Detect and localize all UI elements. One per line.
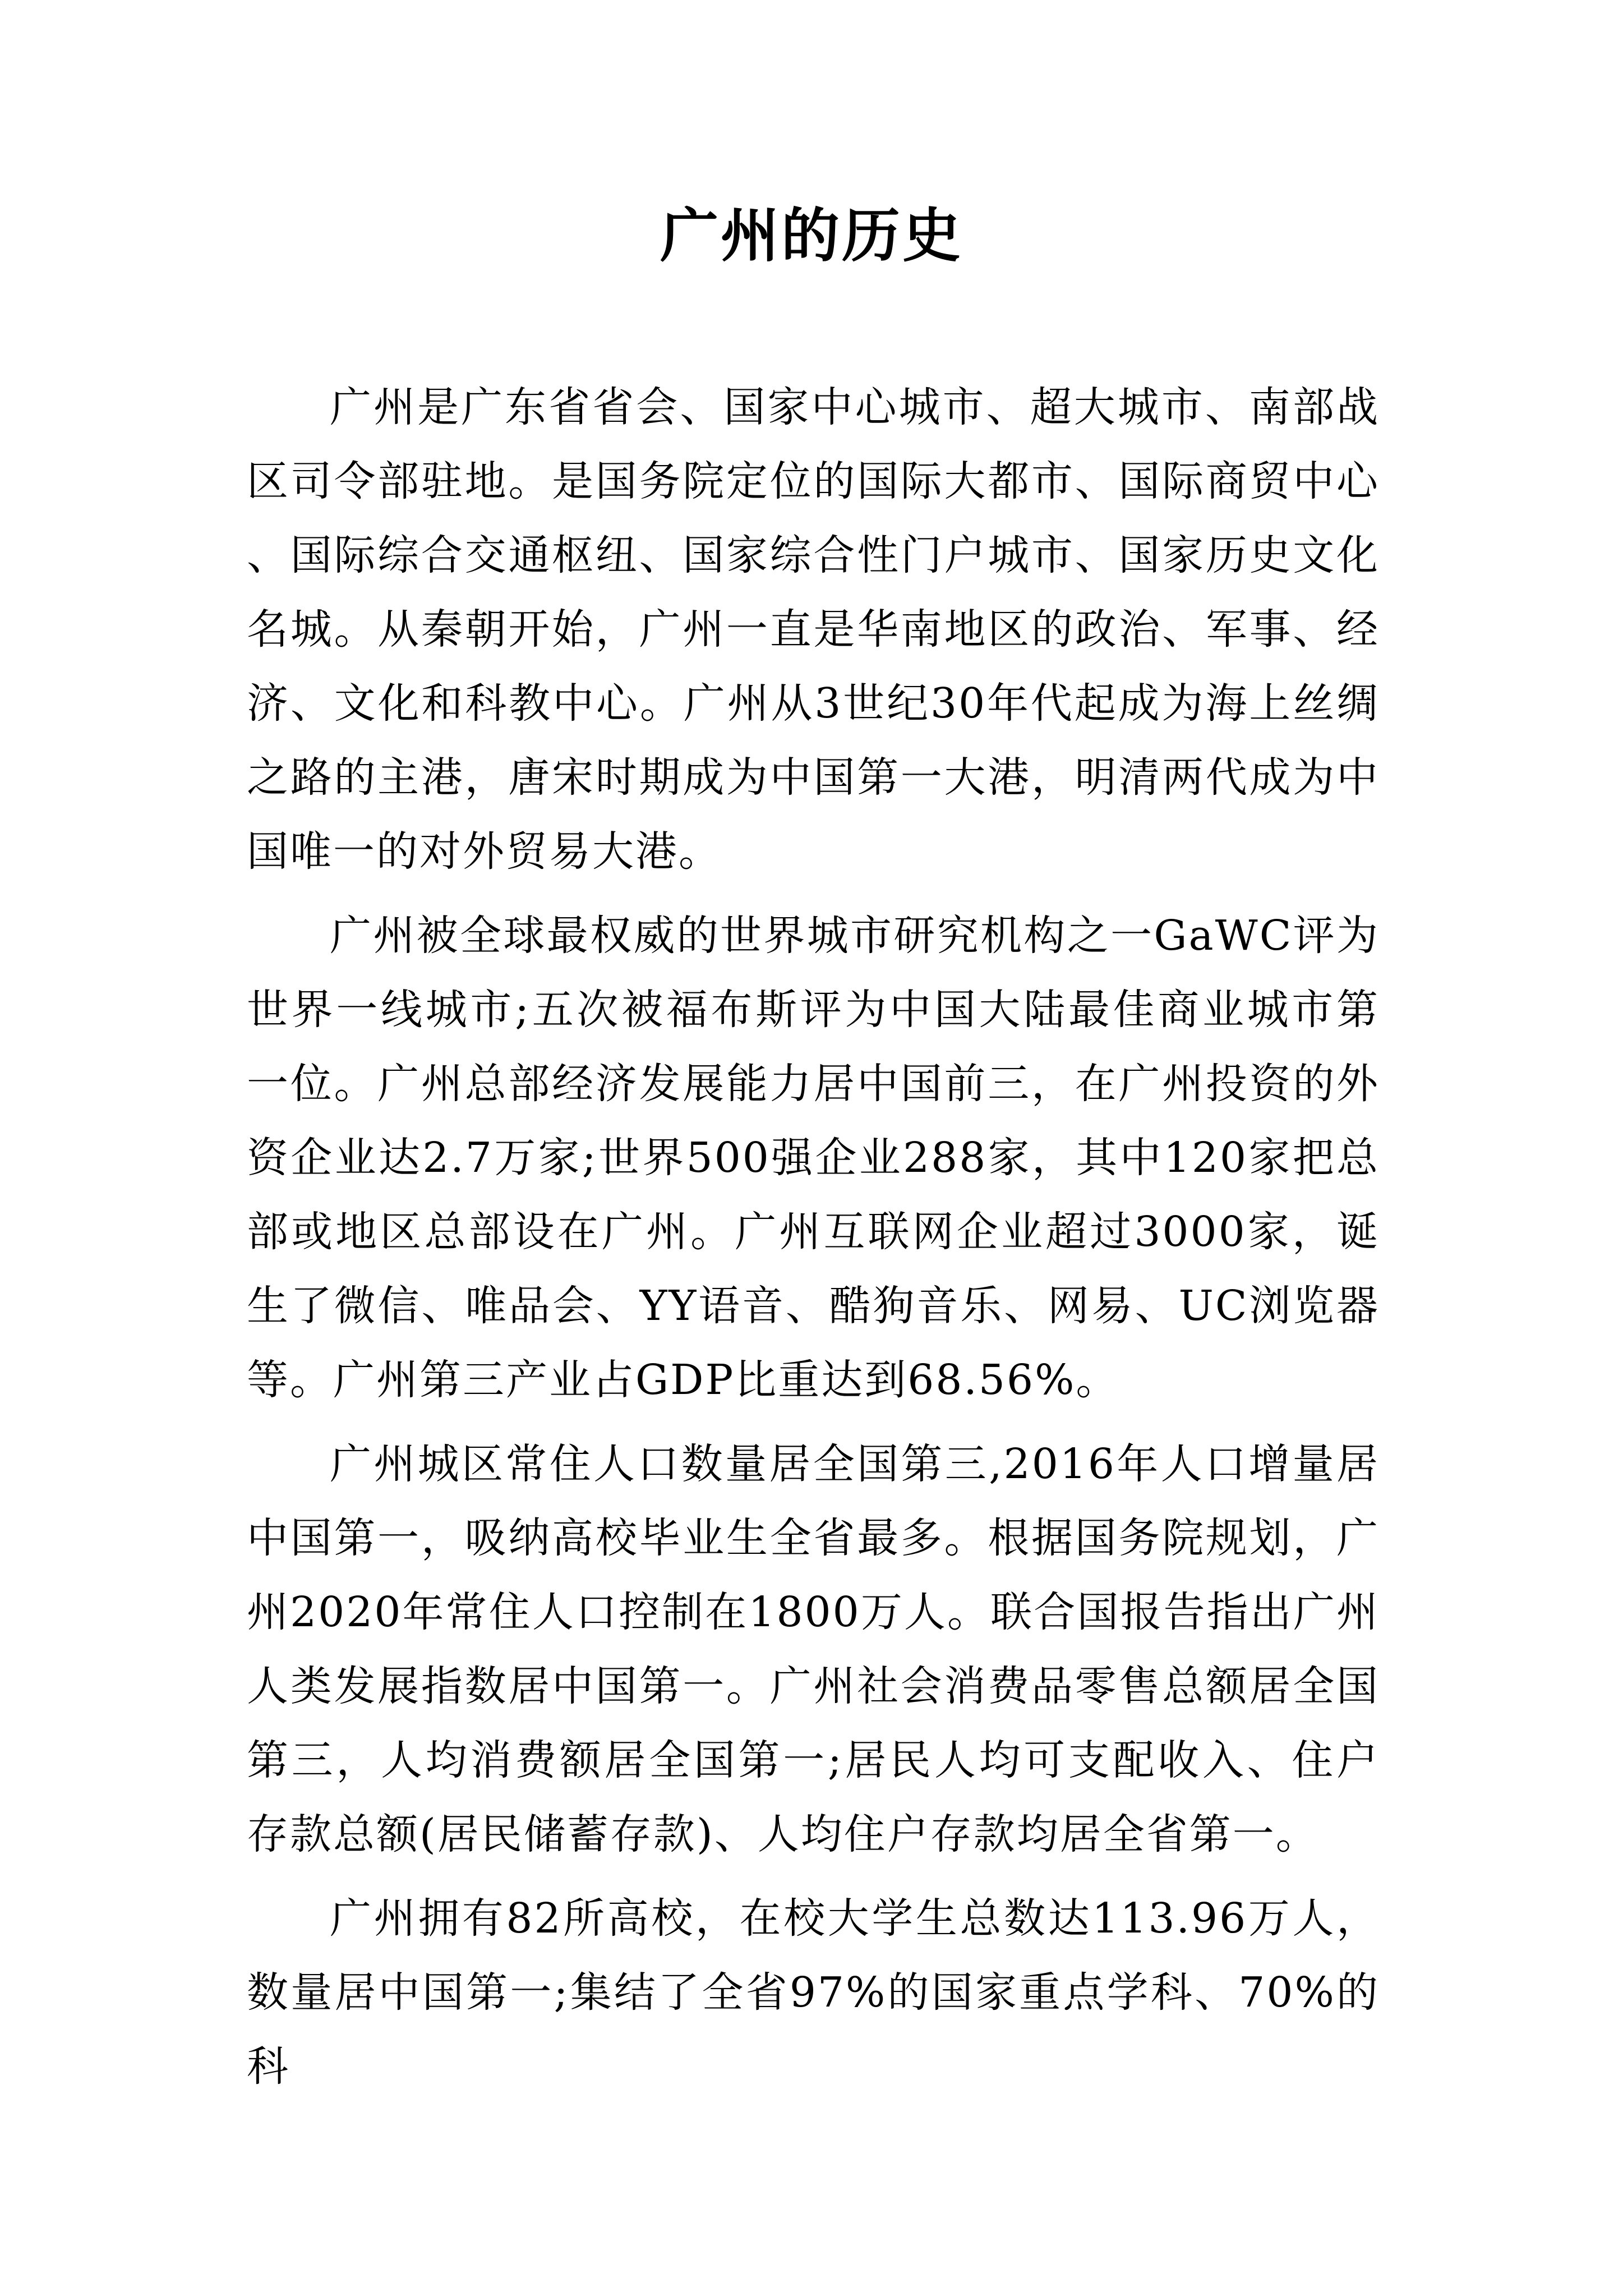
- paragraph-4: 广州拥有82所高校，在校大学生总数达113.96万人，数量居中国第一;集结了全省97%的国家重点学科、70%的科: [247, 1894, 1380, 2091]
- paragraph-1: 广州是广东省省会、国家中心城市、超大城市、南部战区司令部驻地。是国务院定位的国际大都市、国际商贸中心、国际综合交通枢纽、国家综合性门户城市、国家历史文化名城。从秦朝开始，广州一直是华南地区的政治、军事、经济、文化和科教中心。广州从3世纪30年代起成为海上丝绸之路的主港，唐宋时期成为中国第一大港，明清两代成为中国唯一的对外贸易大港。: [247, 383, 1380, 876]
- paragraph-2: 广州被全球最权威的世界城市研究机构之一GaWC评为世界一线城市;五次被福布斯评为中国大陆最佳商业城市第一位。广州总部经济发展能力居中国前三，在广州投资的外资企业达2.7万家;世界500强企业288家，其中120家把总部或地区总部设在广州。广州互联网企业超过3000家，诞生了微信、唯品会、YY语音、酷狗音乐、网易、UC浏览器等。广州第三产业占GDP比重达到68.56%。: [247, 912, 1380, 1404]
- document-body: [247, 370, 1380, 2114]
- document-title: 广州的历史: [660, 201, 963, 270]
- paragraph-3: 广州城区常住人口数量居全国第三,2016年人口增量居中国第一，吸纳高校毕业生全省最多。根据国务院规划，广州2020年常住人口控制在1800万人。联合国报告指出广州人类发展指数居中国第一。广州社会消费品零售总额居全国第三，人均消费额居全国第一;居民人均可支配收入、住户存款总额(居民储蓄存款)、人均住户存款均居全省第一。: [247, 1440, 1380, 1858]
